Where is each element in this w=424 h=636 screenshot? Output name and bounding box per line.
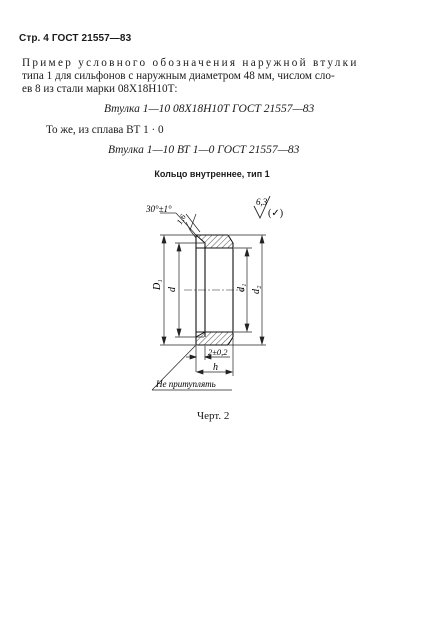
figure-title: Кольцо внутреннее, тип 1	[154, 169, 270, 179]
edge-value: 1,6	[174, 212, 188, 226]
roughness-value: 6,3	[256, 197, 268, 207]
dim-width: 2±0,2	[208, 347, 228, 357]
dim-D1: D₁	[152, 279, 163, 290]
paragraph-line-3: ев 8 из стали марки 08Х18Н10Т:	[22, 83, 178, 95]
roughness-extra: (✓)	[268, 208, 284, 219]
dim-d2: d₂	[251, 285, 262, 294]
figure-caption: Черт. 2	[197, 410, 230, 422]
angle-label: 30°±1°	[146, 204, 172, 214]
alt-material-text: То же, из сплава ВТ 1 · 0	[46, 124, 164, 136]
ring-section-bottom	[196, 332, 233, 345]
page-header: Стр. 4 ГОСТ 21557—83	[19, 33, 132, 44]
paragraph-line-2: типа 1 для сильфонов с наружным диаметром 48 мм, числом сло-	[22, 70, 335, 82]
dim-h: h	[213, 362, 218, 373]
designation-steel: Втулка 1—10 08Х18Н10Т ГОСТ 21557—83	[104, 103, 315, 115]
paragraph-line-1: Пример условного обозначения наружной втулки	[22, 57, 359, 69]
dim-d: d	[167, 287, 178, 292]
designation-alloy: Втулка 1—10 ВТ 1—0 ГОСТ 21557—83	[108, 144, 300, 156]
note-no-blunt: Не притуплять	[156, 379, 216, 389]
ring-section-top	[196, 235, 233, 248]
dim-d1: d₁	[236, 283, 247, 292]
